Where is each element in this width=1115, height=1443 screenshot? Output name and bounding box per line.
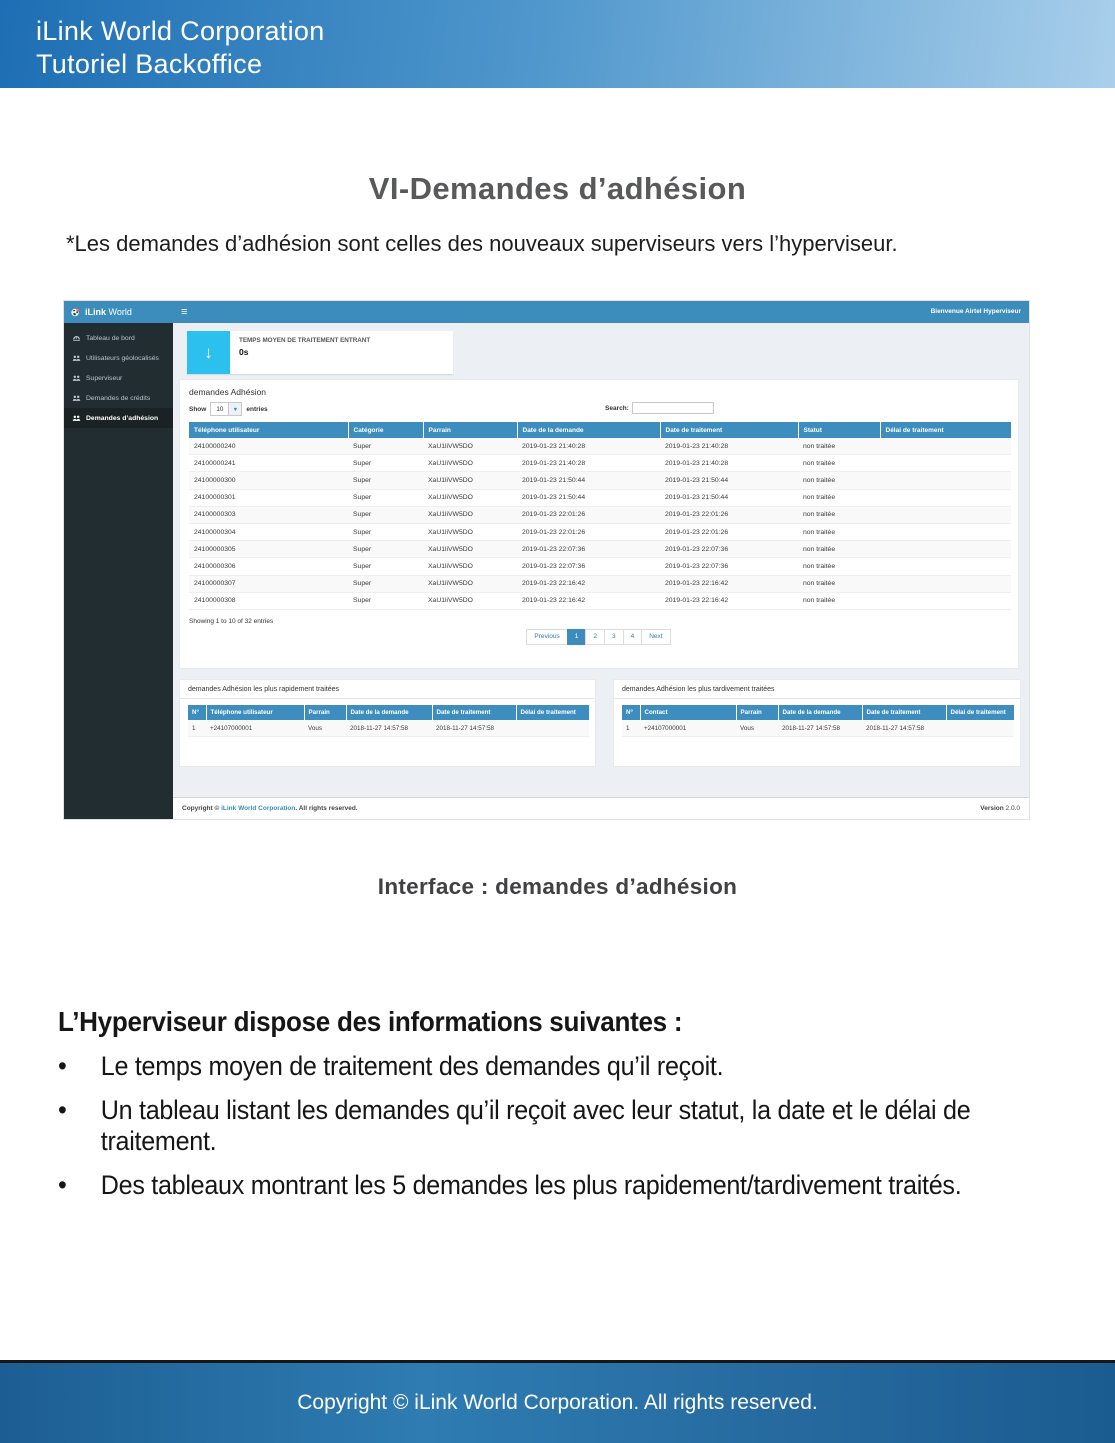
column-header: Parrain (736, 705, 778, 720)
panel-title: demandes Adhésion (189, 387, 267, 397)
users-icon (72, 414, 81, 423)
users-icon (72, 394, 81, 403)
fastest-treated-table (188, 705, 589, 737)
table-row (189, 472, 1011, 489)
show-label: Show (189, 405, 207, 413)
table-cell: XaU1liVW5DO (423, 592, 517, 609)
table-cell: non traitée (798, 558, 880, 575)
company-link[interactable]: iLink World Corporation (221, 805, 296, 812)
version-label: Version (980, 805, 1004, 812)
column-header: Téléphone utilisateur (206, 705, 304, 720)
table-cell: non traitée (798, 472, 880, 489)
page-size-control (189, 402, 268, 416)
table-cell: 1 (188, 720, 206, 737)
table-controls (180, 402, 1018, 419)
table-row (622, 720, 1014, 737)
bullet-text: Un tableau listant les demandes qu’il reçoit avec leur statut, la date et le délai de traitement. (100, 1095, 971, 1156)
table-cell: 2019-01-23 21:40:28 (517, 455, 660, 472)
table-cell: +24107000001 (206, 720, 304, 737)
table-cell: Super (348, 472, 423, 489)
copyright-prefix: Copyright © (182, 805, 222, 812)
table-cell: non traitée (798, 506, 880, 523)
fastest-treated-panel (179, 679, 596, 767)
table-cell (946, 720, 1014, 737)
table-row (189, 592, 1011, 609)
sidebar-item-superviseur[interactable] (64, 368, 173, 388)
pagination-page-3-button[interactable]: 3 (604, 629, 624, 645)
entries-summary: Showing 1 to 10 of 32 entries (189, 617, 274, 625)
table-cell: 2019-01-23 21:40:28 (517, 438, 660, 455)
table-row (189, 523, 1011, 540)
table-cell: 24100000305 (189, 541, 348, 558)
table-cell: XaU1liVW5DO (423, 575, 517, 592)
sidebar-item-label: Demandes d’adhésion (86, 414, 159, 422)
table-cell: 2019-01-23 21:50:44 (517, 489, 660, 506)
pagination-page-2-button[interactable]: 2 (585, 629, 605, 645)
sidebar-item-label: Utilisateurs géolocalisés (86, 354, 159, 362)
table-cell: 2019-01-23 22:01:26 (517, 523, 660, 540)
table-row (189, 489, 1011, 506)
chevron-down-icon: ▾ (228, 403, 241, 415)
table-cell: 2019-01-23 22:07:36 (660, 541, 798, 558)
description-heading: L’Hyperviseur dispose des informations suivantes : (58, 1006, 683, 1037)
sidebar-item-utilisateurs-geolocalises[interactable] (64, 348, 173, 368)
app-copyright (182, 805, 358, 812)
banner-line1: iLink World Corporation (36, 16, 325, 46)
search-input[interactable] (632, 402, 714, 414)
app-logo[interactable] (64, 301, 173, 323)
table-cell: XaU1liVW5DO (423, 455, 517, 472)
table-cell (880, 472, 1011, 489)
table-cell: XaU1liVW5DO (423, 472, 517, 489)
table-cell (880, 575, 1011, 592)
table-cell: 2019-01-23 21:50:44 (660, 472, 798, 489)
welcome-text: Bienvenue Airtel Hyperviseur (930, 308, 1021, 315)
users-icon (72, 374, 81, 383)
table-cell: 24100000307 (189, 575, 348, 592)
table-cell: Super (348, 558, 423, 575)
column-header: Parrain (304, 705, 346, 720)
hamburger-icon[interactable]: ≡ (181, 306, 188, 318)
brand-regular: World (108, 307, 132, 317)
table-cell: 2019-01-23 22:07:36 (517, 558, 660, 575)
table-row (189, 541, 1011, 558)
column-header: Date de traitement (660, 422, 798, 438)
sidebar-item-label: Demandes de crédits (86, 394, 151, 402)
page-size-select[interactable] (210, 402, 242, 416)
column-header: Date de la demande (346, 705, 432, 720)
table-cell: 2018-11-27 14:57:58 (346, 720, 432, 737)
banner-line2: Tutoriel Backoffice (36, 49, 263, 79)
table-cell: 24100000304 (189, 523, 348, 540)
table-cell: Vous (736, 720, 778, 737)
stat-card-body (230, 331, 379, 374)
slowest-treated-table (622, 705, 1014, 737)
table-row (188, 720, 589, 737)
table-cell: non traitée (798, 455, 880, 472)
version-number: 2.0.0 (1005, 805, 1020, 812)
description-block (58, 1006, 1081, 1214)
page-footer-banner (0, 1360, 1115, 1443)
pagination (180, 628, 1018, 646)
table-cell: 24100000241 (189, 455, 348, 472)
table-cell: non traitée (798, 438, 880, 455)
column-header: Date de la demande (778, 705, 862, 720)
table-cell: 24100000303 (189, 506, 348, 523)
pagination-next-button[interactable]: Next (641, 629, 670, 645)
app-content (173, 323, 1029, 819)
table-cell: 2018-11-27 14:57:58 (432, 720, 516, 737)
table-cell: 2018-11-27 14:57:58 (862, 720, 946, 737)
table-cell: non traitée (798, 523, 880, 540)
sidebar-item-demandes-adhesion[interactable] (64, 408, 173, 428)
search-control (605, 402, 714, 414)
app-sidebar (64, 323, 173, 819)
table-cell: Super (348, 541, 423, 558)
table-header-row (622, 705, 1014, 720)
table-cell: 24100000306 (189, 558, 348, 575)
bullet-icon: • (58, 1051, 67, 1081)
table-cell: 2019-01-23 21:50:44 (660, 489, 798, 506)
table-header-row (189, 422, 1011, 438)
app-footer (173, 797, 1029, 820)
demandes-table (189, 422, 1011, 610)
table-cell: 2019-01-23 22:01:26 (660, 523, 798, 540)
table-cell: non traitée (798, 541, 880, 558)
table-cell (880, 506, 1011, 523)
column-header: Délai de traitement (516, 705, 589, 720)
column-header: Date de traitement (432, 705, 516, 720)
bullet-text: Le temps moyen de traitement des demandes qu’il reçoit. (100, 1051, 724, 1081)
column-header: N° (622, 705, 640, 720)
table-cell: 2019-01-23 22:07:36 (517, 541, 660, 558)
table-cell: 2019-01-23 21:40:28 (660, 455, 798, 472)
slowest-panel-title: demandes Adhésion les plus tardivement traitées (614, 680, 1020, 699)
table-cell: XaU1liVW5DO (423, 506, 517, 523)
down-arrow-icon: ↓ (187, 331, 230, 374)
bullet-item (58, 1170, 1081, 1201)
backoffice-screenshot (63, 300, 1030, 820)
page-size-value: 10 (216, 405, 224, 413)
dashboard-icon (72, 334, 81, 343)
table-cell: Super (348, 592, 423, 609)
table-cell: 2019-01-23 22:16:42 (660, 592, 798, 609)
entries-label: entries (246, 405, 268, 413)
table-cell: 2019-01-23 22:01:26 (660, 506, 798, 523)
column-header: N° (188, 705, 206, 720)
table-cell: XaU1liVW5DO (423, 558, 517, 575)
table-cell: non traitée (798, 592, 880, 609)
column-header: Délai de traitement (880, 422, 1011, 438)
table-cell: Super (348, 575, 423, 592)
table-cell: Super (348, 489, 423, 506)
table-cell: 2019-01-23 22:16:42 (517, 592, 660, 609)
table-cell: 2019-01-23 22:16:42 (517, 575, 660, 592)
app-version (980, 805, 1020, 812)
search-label: Search: (605, 404, 629, 412)
fastest-panel-title: demandes Adhésion les plus rapidement traitées (180, 680, 595, 699)
table-cell: 2019-01-23 21:40:28 (660, 438, 798, 455)
app-topbar (173, 301, 1029, 323)
table-cell: 2019-01-23 22:07:36 (660, 558, 798, 575)
table-cell: 1 (622, 720, 640, 737)
table-cell: 24100000300 (189, 472, 348, 489)
stat-card-label: TEMPS MOYEN DE TRAITEMENT ENTRANT (239, 337, 371, 344)
stat-card-temps-moyen (187, 331, 453, 374)
table-row (189, 558, 1011, 575)
globe-icon (71, 308, 80, 317)
pagination-page-1-button[interactable]: 1 (567, 629, 587, 645)
column-header: Contact (640, 705, 736, 720)
table-cell: XaU1liVW5DO (423, 438, 517, 455)
column-header: Date de la demande (517, 422, 660, 438)
sidebar-item-label: Tableau de bord (86, 334, 135, 342)
table-cell: 24100000301 (189, 489, 348, 506)
table-cell (880, 438, 1011, 455)
table-cell: non traitée (798, 489, 880, 506)
table-cell: 2018-11-27 14:57:58 (778, 720, 862, 737)
table-row (189, 455, 1011, 472)
stat-card-value: 0s (239, 347, 249, 357)
column-header: Délai de traitement (946, 705, 1014, 720)
table-cell (880, 489, 1011, 506)
bullet-text: Des tableaux montrant les 5 demandes les plus rapidement/tardivement traités. (100, 1170, 962, 1200)
column-header: Statut (798, 422, 880, 438)
sidebar-item-tableau-de-bord[interactable] (64, 328, 173, 348)
table-cell: 2019-01-23 22:01:26 (517, 506, 660, 523)
pagination-page-4-button[interactable]: 4 (623, 629, 643, 645)
document-banner (0, 0, 1115, 88)
table-cell: 2019-01-23 22:16:42 (660, 575, 798, 592)
table-cell: 2019-01-23 21:50:44 (517, 472, 660, 489)
bullet-item (58, 1051, 1081, 1082)
brand-text (85, 307, 132, 317)
page-title: VI-Demandes d’adhésion (368, 171, 747, 206)
table-cell (516, 720, 589, 737)
sidebar-item-demandes-de-credits[interactable] (64, 388, 173, 408)
sidebar-item-label: Superviseur (86, 374, 123, 382)
bullet-icon: • (58, 1095, 67, 1125)
intro-note: *Les demandes d’adhésion sont celles des nouveaux superviseurs vers l’hyperviseur. (66, 231, 898, 256)
table-cell: Super (348, 523, 423, 540)
bullet-icon: • (58, 1170, 67, 1200)
table-cell: XaU1liVW5DO (423, 489, 517, 506)
copyright-suffix: . All rights reserved. (295, 805, 358, 812)
table-cell: non traitée (798, 575, 880, 592)
table-cell: XaU1liVW5DO (423, 541, 517, 558)
table-cell (880, 455, 1011, 472)
users-icon (72, 354, 81, 363)
table-row (189, 506, 1011, 523)
table-cell: 24100000308 (189, 592, 348, 609)
column-header: Date de traitement (862, 705, 946, 720)
table-cell: +24107000001 (640, 720, 736, 737)
bullet-item (58, 1095, 1081, 1157)
table-cell: 24100000240 (189, 438, 348, 455)
table-row (189, 575, 1011, 592)
pagination-previous-button[interactable]: Previous (526, 629, 567, 645)
table-header-row (188, 705, 589, 720)
table-cell: XaU1liVW5DO (423, 523, 517, 540)
table-cell (880, 523, 1011, 540)
screenshot-caption: Interface : demandes d’adhésion (377, 874, 738, 899)
slowest-treated-panel (613, 679, 1021, 767)
column-header: Catégorie (348, 422, 423, 438)
table-row (189, 438, 1011, 455)
column-header: Téléphone utilisateur (189, 422, 348, 438)
page-footer-text: Copyright © iLink World Corporation. All rights reserved. (297, 1391, 818, 1414)
table-cell: Vous (304, 720, 346, 737)
table-cell (880, 558, 1011, 575)
demandes-adhesion-panel (179, 379, 1019, 669)
table-cell (880, 541, 1011, 558)
brand-bold: iLink (85, 307, 107, 317)
table-cell (880, 592, 1011, 609)
table-cell: Super (348, 455, 423, 472)
table-cell: Super (348, 438, 423, 455)
table-cell: Super (348, 506, 423, 523)
column-header: Parrain (423, 422, 517, 438)
